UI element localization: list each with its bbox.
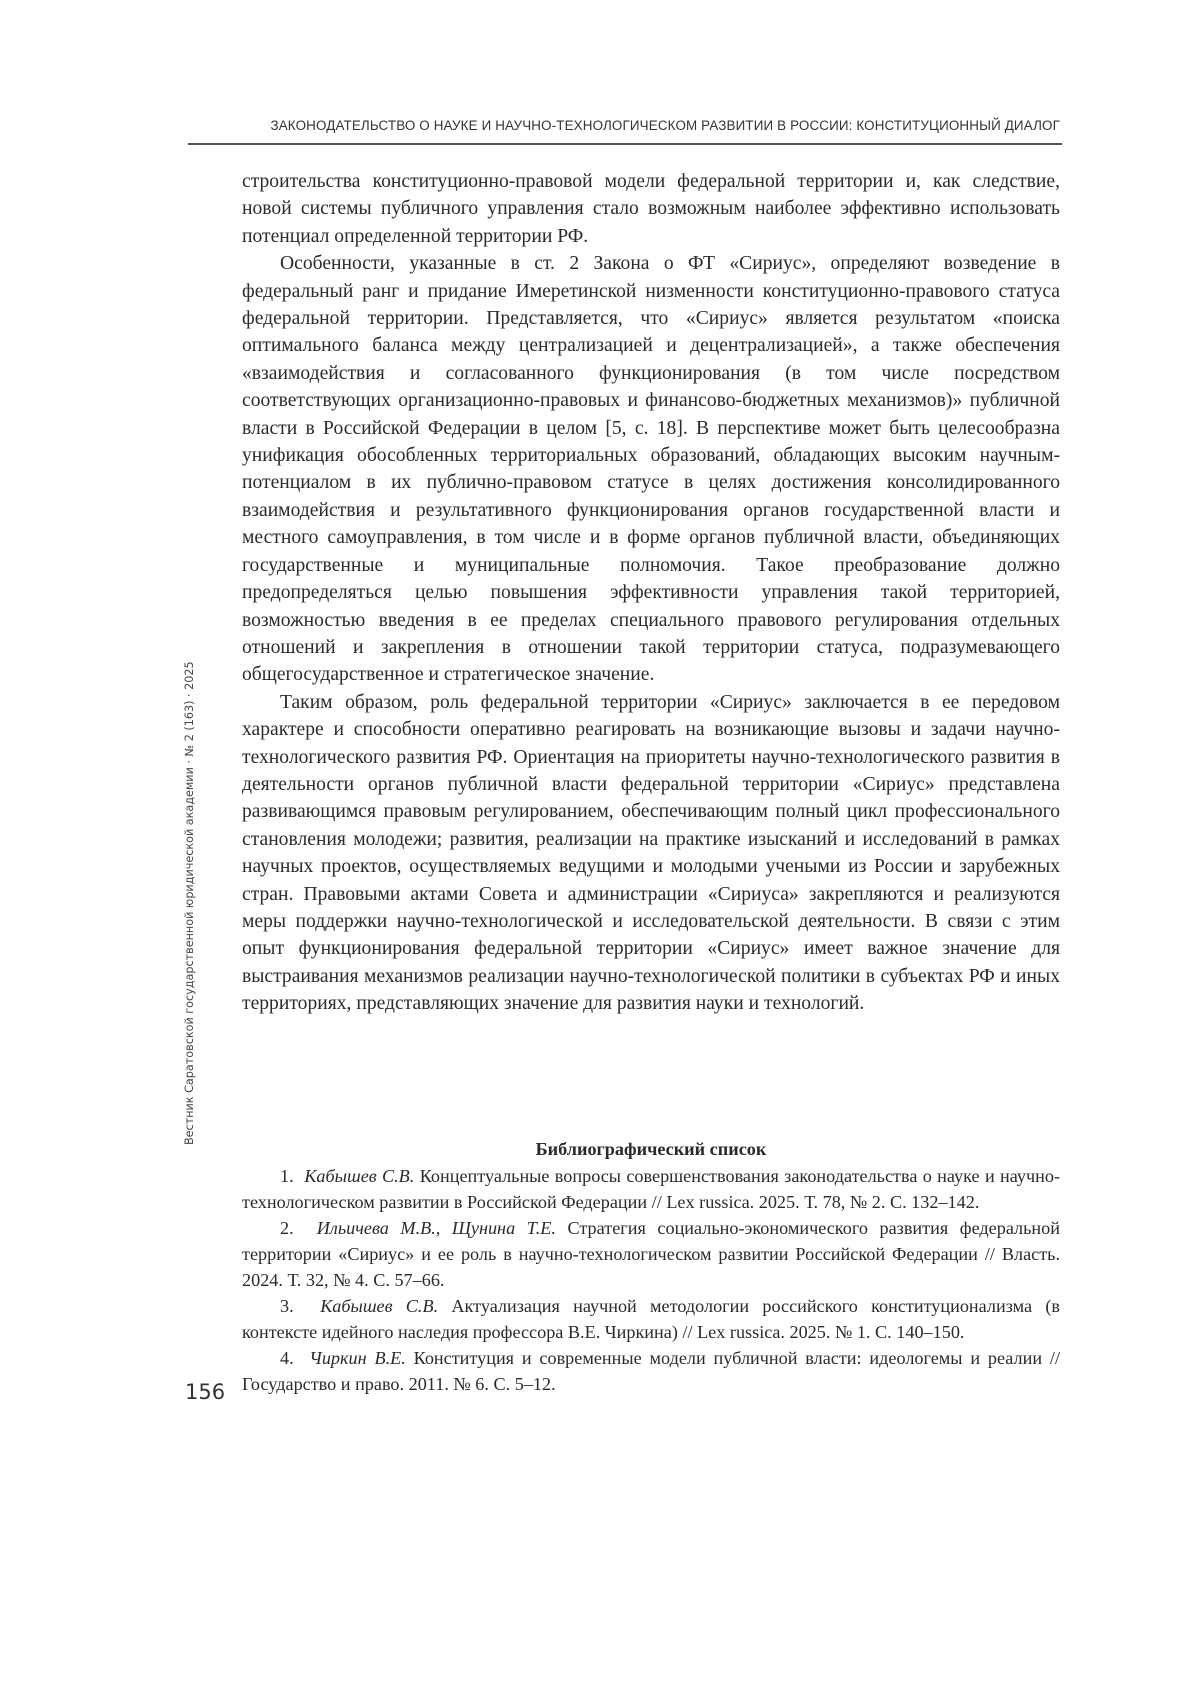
item-text: Актуализация научной методологии российского конституционализма (в контексте идейного наследия профессора В.Е. Чиркина) // Lex russica. 2025. № 1. С. 140–150. xyxy=(242,1296,1061,1342)
item-author: Кабышев С.В. xyxy=(320,1296,439,1316)
item-number: 4. xyxy=(280,1348,294,1368)
item-text: Конституция и современные модели публичной власти: идеологемы и реалии // Государство и право. 2011. № 6. С. 5–12. xyxy=(242,1348,1061,1394)
bibliography-title: Библиографический список xyxy=(535,1139,767,1159)
bibliography-item xyxy=(242,1215,1060,1293)
bibliography-item xyxy=(242,1345,1060,1397)
running-header: ЗАКОНОДАТЕЛЬСТВО О НАУКЕ И НАУЧНО-ТЕХНОЛОГИЧЕСКОМ РАЗВИТИИ В РОССИИ: КОНСТИТУЦИОННЫЙ ДИАЛОГ xyxy=(270,118,1060,133)
item-text: Концептуальные вопросы совершенствования законодательства о науке и научно-технологическом развитии в Российской Федерации // Lex russica. 2025. Т. 78, № 2. С. 132–142. xyxy=(242,1166,1061,1212)
item-author: Чиркин В.Е. xyxy=(309,1348,406,1368)
bibliography xyxy=(242,1136,1060,1397)
journal-side-caption: Вестник Саратовской государственной юридической академии · № 2 (163) · 2025 xyxy=(183,661,196,1145)
paragraph: Особенности, указанные в ст. 2 Закона о ФТ «Сириус», определяют возведение в федеральный ранг и придание Имеретинской низменности конституционно-правового статуса федеральной территории. Представляется, что «Сириус» является результатом «поиска оптимального баланса между централизацией и децентрализацией», а также обеспечения «взаимодействия и согласованного функционирования (в том числе посредством соответствующих организационно-правовых и финансово-бюджетных механизмов)» публичной власти в Российской Федерации в целом [5, с. 18]. В перспективе может быть целесообразна унификация обособленных территориальных образований, обладающих высоким научным-потенциалом в их публично-правовом статусе в целях достижения консолидированного взаимодействия и результативного функционирования органов государственной власти и местного самоуправления, в том числе и в форме органов публичной власти, объединяющих государственные и муниципальные полномочия. Такое преобразование должно предопределяться целью повышения эффективности управления такой территорией, возможностью введения в ее пределах специального правового регулирования отдельных отношений и закрепления в отношении такой территории статуса, подразумевающего общегосударственное и стратегическое значение. xyxy=(242,253,1060,686)
paragraph-continued: строительства конституционно-правовой модели федеральной территории и, как следствие, новой системы публичного управления стало возможным наиболее эффективно использовать потенциал определенной территории РФ. xyxy=(242,171,1060,247)
bibliography-item xyxy=(242,1293,1060,1345)
article-body xyxy=(242,168,1060,1018)
bibliography-item xyxy=(242,1163,1060,1215)
page-number: 156 xyxy=(185,1380,226,1404)
paragraph: Таким образом, роль федеральной территории «Сириус» заключается в ее передовом характере и способности оперативно реагировать на возникающие вызовы и задачи научно-технологического развития РФ. Ориентация на приоритеты научно-технологического развития в деятельности органов публичной власти федеральной территории «Сириус» представлена развивающимся правовым регулированием, обеспечивающим полный цикл профессионального становления молодежи; развития, реализации на практике изысканий и исследований в рамках научных проектов, осуществляемых ведущими и молодыми учеными из России и зарубежных стран. Правовыми актами Совета и администрации «Сириуса» закрепляются и реализуются меры поддержки научно-технологической и исследовательской деятельности. В связи с этим опыт функционирования федеральной территории «Сириус» имеет важное значение для выстраивания механизмов реализации научно-технологической политики в субъектах РФ и иных территориях, представляющих значение для развития науки и технологий. xyxy=(242,691,1060,1015)
item-number: 3. xyxy=(280,1296,294,1316)
item-number: 1. xyxy=(280,1166,294,1186)
item-number: 2. xyxy=(280,1218,294,1238)
item-text: Стратегия социально-экономического развития федеральной территории «Сириус» и ее роль в научно-технологическом развитии Российской Федерации // Власть. 2024. Т. 32, № 4. С. 57–66. xyxy=(242,1218,1060,1290)
item-author: Кабышев С.В. xyxy=(304,1166,415,1186)
item-author: Ильичева М.В., Щунина Т.Е. xyxy=(316,1218,556,1238)
header-rule xyxy=(188,143,1062,145)
